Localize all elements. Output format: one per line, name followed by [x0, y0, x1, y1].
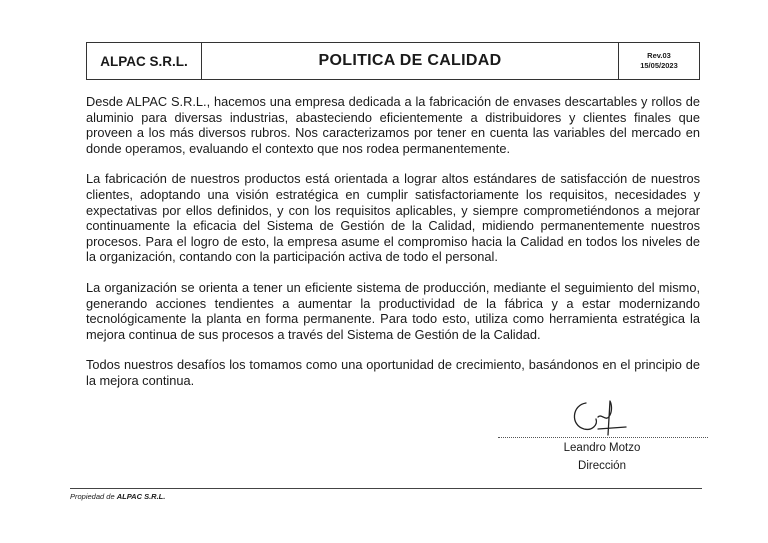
revision-date: 15/05/2023: [640, 61, 678, 70]
signatory-name: Leandro Motzo: [563, 442, 641, 454]
signature-line: [498, 437, 708, 438]
company-name: ALPAC S.R.L.: [87, 43, 202, 79]
policy-paragraph: La fabricación de nuestros productos está orientada a lograr altos estándares de satisfacción de nuestros clientes, adoptando una visión estratégica en cumplir satisfactoriamente los requisitos, necesidades y expectativas por ellos definidos, y con los requisitos aplicables, y siempre comprometiéndonos a mejorar continuamente la eficacia del Sistema de Gestión de la Calidad, midiendo permanentemente nuestros procesos. Para el logro de esto, la empresa asume el compromiso hacia la Calidad en todos los niveles de la organización, contando con la participación activa de todo el personal.: [86, 171, 700, 265]
document-header: [86, 42, 700, 80]
footer-prefix: Propiedad de: [70, 492, 115, 501]
footer-divider: [70, 488, 702, 489]
footer-note: [70, 492, 165, 501]
handwritten-signature: [568, 395, 638, 439]
document-title: POLITICA DE CALIDAD: [318, 52, 502, 69]
policy-paragraph: Todos nuestros desafíos los tomamos como una oportunidad de crecimiento, basándonos en el principio de la mejora continua.: [86, 357, 700, 388]
revision-box: [618, 43, 699, 79]
revision-number: Rev.03: [647, 51, 671, 60]
policy-body: [86, 94, 700, 404]
footer-company: ALPAC S.R.L.: [116, 492, 166, 501]
policy-paragraph: La organización se orienta a tener un eficiente sistema de producción, mediante el seguimiento del mismo, generando acciones tendientes a aumentar la productividad de la fábrica y a estar modernizando tecnológicamente la planta en forma permanente. Para todo esto, utiliza como herramienta estratégica la mejora continua de sus procesos a través del Sistema de Gestión de la Calidad.: [86, 279, 700, 342]
signatory-role: Dirección: [578, 460, 626, 472]
policy-paragraph: Desde ALPAC S.R.L., hacemos una empresa dedicada a la fabricación de envases descartables y rollos de aluminio para diversas industrias, abasteciendo eficientemente a distribuidores y clientes finales que proveen a los más diversos rubros. Nos caracterizamos por tener en cuenta las variables del mercado en donde operamos, evaluando el contexto que nos rodea permanentemente.: [86, 94, 700, 156]
